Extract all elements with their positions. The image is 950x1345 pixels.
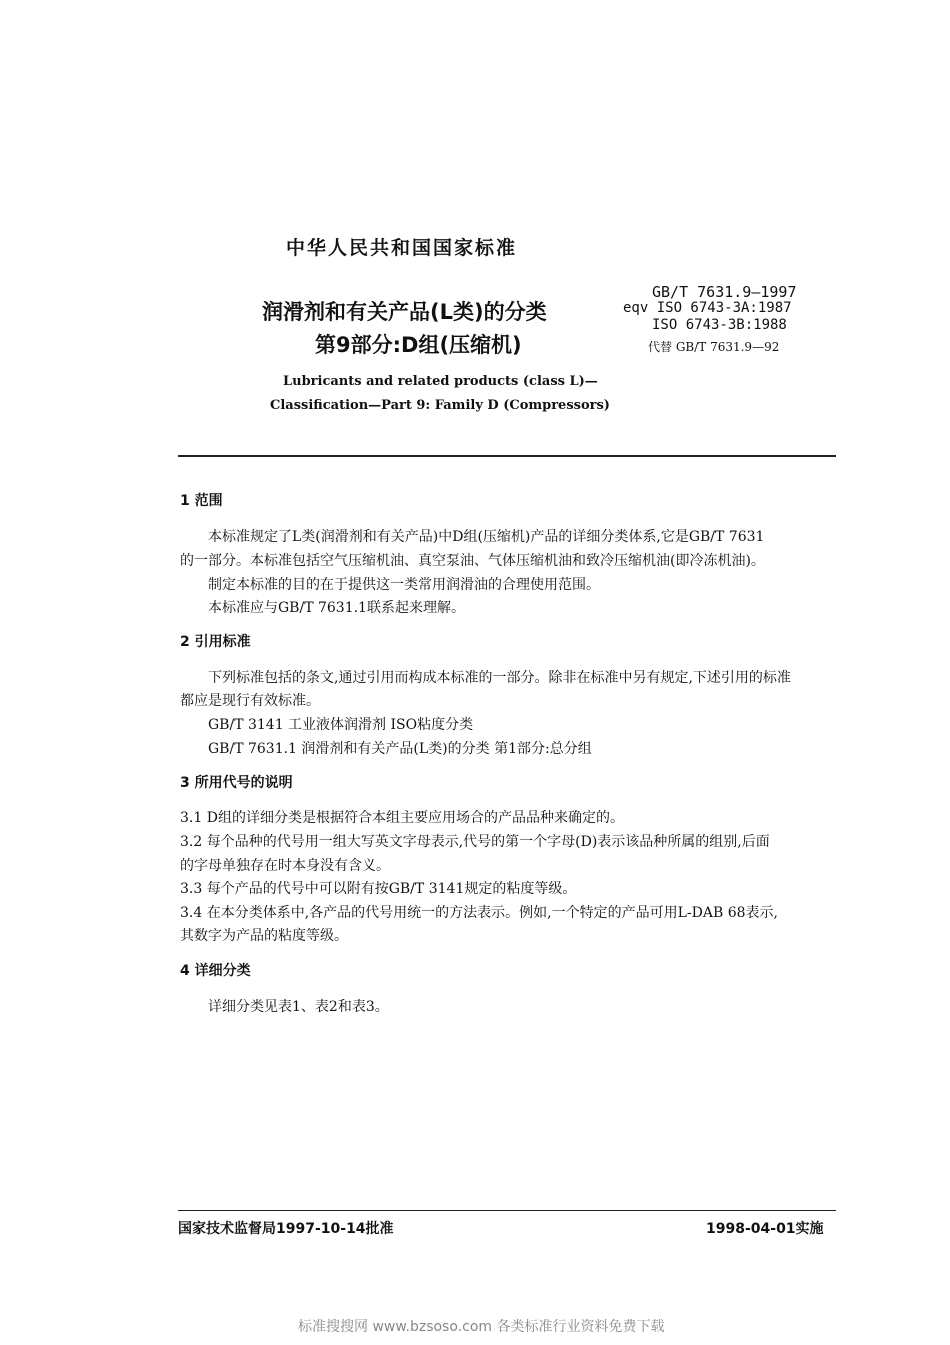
equivalent-standard-2: ISO 6743-3B:1988 — [652, 317, 787, 333]
section-3-heading: 3 所用代号的说明 — [180, 775, 293, 791]
clause-3-1: 3.1 D组的详细分类是根据符合本组主要应用场合的产品品种来确定的。 — [180, 810, 624, 826]
chinese-title-line-2: 第9部分:D组(压缩机) — [315, 333, 522, 357]
equivalent-standard-1: eqv ISO 6743-3A:1987 — [623, 300, 792, 316]
national-standard-heading: 中华人民共和国国家标准 — [286, 237, 518, 259]
section-1-heading: 1 范围 — [180, 493, 223, 509]
section-4-heading: 4 详细分类 — [180, 963, 251, 979]
clause-3-2b: 的字母单独存在时本身没有含义。 — [180, 858, 390, 874]
replaced-standard: 代替 GB/T 7631.9—92 — [648, 340, 780, 354]
clause-3-4a: 3.4 在本分类体系中,各产品的代号用统一的方法表示。例如,一个特定的产品可用L-DAB 68表示, — [180, 905, 778, 921]
clause-3-4b: 其数字为产品的粘度等级。 — [180, 928, 348, 944]
english-title-line-2: Classification—Part 9: Family D (Compressors) — [270, 398, 610, 413]
clause-3-3: 3.3 每个产品的代号中可以附有按GB/T 3141规定的粘度等级。 — [180, 881, 577, 897]
english-title-line-1: Lubricants and related products (class L)— — [283, 374, 598, 389]
reference-gbt-7631-1: GB/T 7631.1 润滑剂和有关产品(L类)的分类 第1部分:总分组 — [208, 741, 592, 757]
chinese-title-line-1: 润滑剂和有关产品(L类)的分类 — [262, 300, 547, 324]
section-1-paragraph-1a: 本标准规定了L类(润滑剂和有关产品)中D组(压缩机)产品的详细分类体系,它是GB/T 7631 — [208, 529, 765, 545]
approval-date: 国家技术监督局1997-10-14批准 — [178, 1221, 394, 1237]
site-watermark: 标准搜搜网 www.bzsoso.com 各类标准行业资料免费下载 — [298, 1319, 665, 1335]
section-2-heading: 2 引用标准 — [180, 634, 251, 650]
section-1-paragraph-3: 本标准应与GB/T 7631.1联系起来理解。 — [208, 600, 465, 616]
section-2-paragraph-1b: 都应是现行有效标准。 — [180, 693, 320, 709]
section-1-paragraph-1b: 的一部分。本标准包括空气压缩机油、真空泵油、气体压缩机油和致冷压缩机油(即冷冻机油)。 — [180, 553, 765, 569]
reference-gbt-3141: GB/T 3141 工业液体润滑剂 ISO粘度分类 — [208, 717, 474, 733]
footer-divider — [178, 1210, 836, 1211]
section-4-paragraph-1: 详细分类见表1、表2和表3。 — [208, 999, 389, 1015]
clause-3-2a: 3.2 每个品种的代号用一组大写英文字母表示,代号的第一个字母(D)表示该品种所属的组别,后面 — [180, 834, 770, 850]
standard-number: GB/T 7631.9—1997 — [652, 283, 797, 301]
implementation-date: 1998-04-01实施 — [706, 1221, 824, 1237]
header-divider — [178, 455, 836, 457]
section-1-paragraph-2: 制定本标准的目的在于提供这一类常用润滑油的合理使用范围。 — [208, 577, 600, 593]
section-2-paragraph-1a: 下列标准包括的条文,通过引用而构成本标准的一部分。除非在标准中另有规定,下述引用的标准 — [208, 670, 791, 686]
